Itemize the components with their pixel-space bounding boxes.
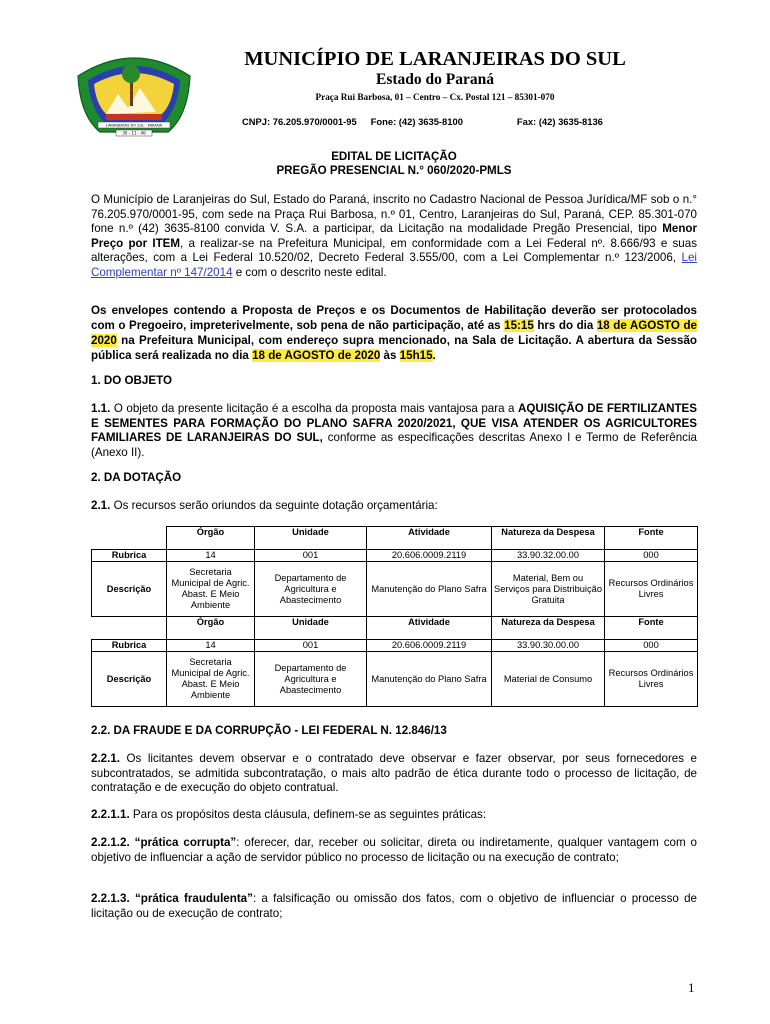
table-cell: Recursos Ordinários Livres <box>605 562 698 617</box>
table-cell: 14 <box>167 550 255 562</box>
lei-complementar-link[interactable]: Lei Complementar nº 147/2014 <box>91 251 697 279</box>
header-natureza: Natureza da Despesa <box>492 617 605 640</box>
row-label-rubrica: Rubrica <box>92 550 167 562</box>
objeto-description: AQUISIÇÃO DE FERTILIZANTES E SEMENTES PARA FORMAÇÃO DO PLANO SAFRA 2020/2021, QUE VISA ATENDER OS AGRICULTORES FAMILIARES DE LARANJEIRAS DO SUL, <box>91 402 697 444</box>
dotacao-table <box>91 526 698 707</box>
table-cell: 14 <box>167 640 255 652</box>
paragraph-2-2-1: 2.2.1. Os licitantes devem observar e o contratado deve observar e fazer observar, por seus fornecedores e subcontratados, se admitida subcontratação, o mais alto padrão de ética durante todo o processo de licitação, de contratação e de execução do objeto contratual. <box>91 752 697 794</box>
phone-text: Fone: (42) 3635-8100 <box>370 116 463 127</box>
edital-title <box>91 150 697 178</box>
tipo-licitacao: Menor Preço por ITEM <box>91 222 697 250</box>
page-number: 1 <box>688 980 695 995</box>
table-cell: 000 <box>605 640 698 652</box>
edital-title-line1: EDITAL DE LICITAÇÃO <box>331 150 457 163</box>
paragraph-2-2-1-2: 2.2.1.2. “prática corrupta”: oferecer, dar, receber ou solicitar, direta ou indiretamente, qualquer vantagem com o objetivo de influenciar a ação de servidor público no processo de licitação ou na execução de contrato; <box>91 836 697 864</box>
header-orgao: Órgão <box>167 617 255 640</box>
table-cell: 000 <box>605 550 698 562</box>
table-cell: Secretaria Municipal de Agric. Abast. E Meio Ambiente <box>167 652 255 707</box>
header-unidade: Unidade <box>255 617 367 640</box>
objeto-paragraph: 1.1. O objeto da presente licitação é a escolha da proposta mais vantajosa para a AQUISIÇÃO DE FERTILIZANTES E SEMENTES PARA FORMAÇÃO DO PLANO SAFRA 2020/2021, QUE VISA ATENDER OS AGRICULTORES FAMILIARES DE LARANJEIRAS DO SUL, conforme as especificações descritas Anexo I e Termo de Referência (Anexo II). <box>91 402 697 459</box>
table-cell: 33.90.30.00.00 <box>492 640 605 652</box>
contact-line <box>242 116 603 127</box>
table-cell: Secretaria Municipal de Agric. Abast. E Meio Ambiente <box>167 562 255 617</box>
table-cell: 001 <box>255 640 367 652</box>
state-name: Estado do Paraná <box>376 71 494 88</box>
table-cell: 33.90.32.00.00 <box>492 550 605 562</box>
municipality-address: Praça Rui Barbosa, 01 – Centro – Cx. Postal 121 – 85301-070 <box>315 92 555 102</box>
table-row <box>92 640 698 652</box>
envelopes-paragraph: Os envelopes contendo a Proposta de Preços e os Documentos de Habilitação deverão ser protocolados com o Pregoeiro, impreterivelmente, sob pena de não participação, até as 15:15 hrs do dia 18 de AGOSTO de 2020 na Prefeitura Municipal, com endereço supra mencionado, na Sala de Licitação. A abertura da Sessão pública será realizada no dia 18 de AGOSTO de 2020 às 15h15. <box>91 304 697 362</box>
table-cell: Material, Bem ou Serviços para Distribuição Gratuita <box>492 562 605 617</box>
row-label-rubrica: Rubrica <box>92 640 167 652</box>
header-atividade: Atividade <box>367 527 492 550</box>
term-pratica-corrupta: “prática corrupta” <box>134 836 237 849</box>
header-orgao: Órgão <box>167 527 255 550</box>
row-label-descricao: Descrição <box>92 562 167 617</box>
table-row <box>92 550 698 562</box>
fax-text: Fax: (42) 3635-8136 <box>516 116 603 127</box>
municipality-title: MUNICÍPIO DE LARANJEIRAS DO SUL <box>244 48 626 70</box>
section-dotacao-heading: 2. DA DOTAÇÃO <box>91 471 182 484</box>
table-cell: Departamento de Agricultura e Abastecimento <box>255 652 367 707</box>
table-cell: Departamento de Agricultura e Abastecimento <box>255 562 367 617</box>
table-cell: Manutenção do Plano Safra <box>367 562 492 617</box>
edital-title-line2: PREGÃO PRESENCIAL N.° 060/2020-PMLS <box>276 164 512 177</box>
seal-banner-text: LARANJEIRAS DO SUL - PARANÁ <box>105 123 163 128</box>
deadline-date: 18 de AGOSTO de 2020 <box>91 319 697 347</box>
table-row <box>92 652 698 707</box>
header-atividade: Atividade <box>367 617 492 640</box>
header-fonte: Fonte <box>605 527 698 550</box>
section-objeto-heading: 1. DO OBJETO <box>91 374 172 387</box>
header-natureza: Natureza da Despesa <box>492 527 605 550</box>
table-cell: Recursos Ordinários Livres <box>605 652 698 707</box>
table-cell: 001 <box>255 550 367 562</box>
paragraph-2-2-1-1: 2.2.1.1. Para os propósitos desta cláusula, definem-se as seguintes práticas: <box>91 808 487 821</box>
session-date: 18 de AGOSTO de 2020 <box>252 349 381 362</box>
header-fonte: Fonte <box>605 617 698 640</box>
table-cell: 20.606.0009.2119 <box>367 640 492 652</box>
intro-paragraph: O Município de Laranjeiras do Sul, Estado do Paraná, inscrito no Cadastro Nacional de Pessoa Jurídica/MF sob o n.° 76.205.970/0001-95, com sede na Praça Rui Barbosa, n.º 01, Centro, Laranjeiras do Sul, Paraná, CEP. 85.301-070 fone n.º (42) 3635-8100 convida V. S.A. a participar, da Licitação na modalidade Pregão Presencial, tipo Menor Preço por ITEM, a realizar-se na Prefeitura Municipal, em conformidade com a Lei Federal nº. 8.666/93 e suas alterações, com a Lei Federal 10.520/02, Decreto Federal 3.555/00, com a Lei Complementar n.º 123/2006, Lei Complementar nº 147/2014 e com o descrito neste edital. <box>91 193 697 279</box>
table-row <box>92 562 698 617</box>
dotacao-paragraph: 2.1. Os recursos serão oriundos da seguinte dotação orçamentária: <box>91 499 438 512</box>
paragraph-2-2-1-3: 2.2.1.3. “prática fraudulenta”: a falsificação ou omissão dos fatos, com o objetivo de influenciar o processo de licitação ou de execução de contrato; <box>91 892 697 920</box>
section-fraude-heading: 2.2. DA FRAUDE E DA CORRUPÇÃO - LEI FEDERAL N. 12.846/13 <box>91 724 447 737</box>
table-cell: Manutenção do Plano Safra <box>367 652 492 707</box>
municipal-seal-logo <box>70 46 198 144</box>
table-cell: Material de Consumo <box>492 652 605 707</box>
row-label-descricao: Descrição <box>92 652 167 707</box>
table-header-row <box>92 617 698 640</box>
table-cell: 20.606.0009.2119 <box>367 550 492 562</box>
table-header-row <box>92 527 698 550</box>
header-unidade: Unidade <box>255 527 367 550</box>
cnpj-text: CNPJ: 76.205.970/0001-95 <box>242 116 357 127</box>
session-time: 15h15 <box>399 349 433 362</box>
seal-date-text: 30 - 11 - 46 <box>122 130 146 136</box>
term-pratica-fraudulenta: “prática fraudulenta” <box>134 892 253 905</box>
deadline-time: 15:15 <box>504 319 534 332</box>
